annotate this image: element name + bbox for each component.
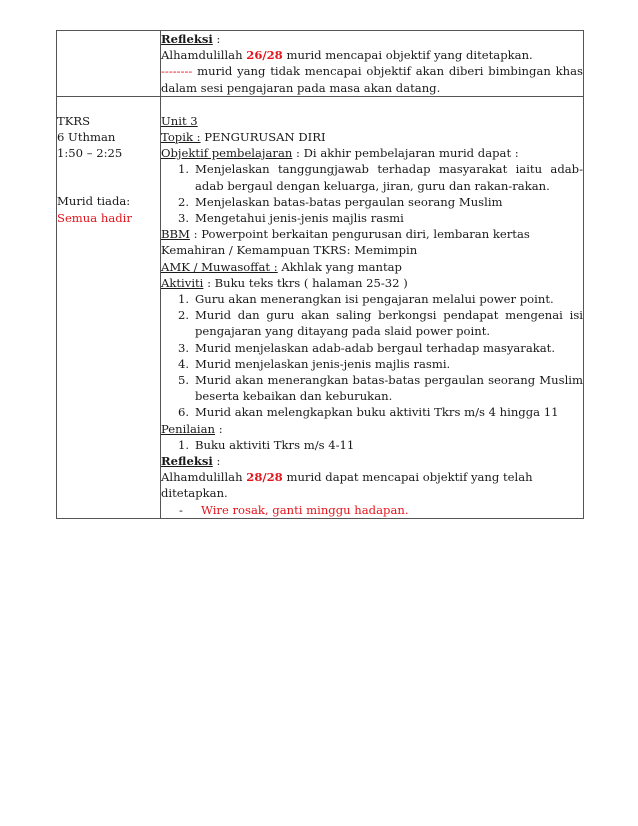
penilaian-colon: :: [215, 421, 223, 436]
dash-placeholder: --------: [161, 64, 193, 79]
amk-value: Akhlak yang mantap: [277, 259, 402, 274]
objektif-value: : Di akhir pembelajaran murid dapat :: [292, 146, 519, 161]
row2-left-cell: [57, 96, 161, 518]
refleksi-label: Refleksi: [161, 32, 213, 46]
refleksi-result: [161, 469, 583, 501]
refleksi-colon: :: [212, 32, 221, 46]
topik-line: [161, 129, 583, 145]
list-number: 2.: [177, 194, 189, 209]
list-item: [161, 372, 583, 404]
note-list: [161, 502, 583, 518]
refleksi-followup: [161, 63, 583, 95]
row2-right-cell: [161, 96, 584, 518]
topik-label: Topik :: [161, 130, 201, 145]
subject-label: TKRS: [57, 113, 91, 128]
aktiviti-label: Aktiviti: [161, 275, 204, 290]
row1-right-cell: [161, 31, 584, 97]
table-row: [57, 96, 584, 518]
topik-value: PENGURUSAN DIRI: [200, 130, 326, 145]
absent-value: Semua hadir: [57, 210, 132, 225]
list-text: Menjelaskan batas-batas pergaulan seorang Muslim: [195, 194, 503, 209]
note-text: Wire rosak, ganti minggu hadapan.: [201, 502, 409, 517]
penilaian-list: [161, 437, 583, 453]
aktiviti-line: [161, 275, 583, 291]
list-number: 2.: [177, 308, 189, 323]
list-item: [161, 356, 583, 372]
list-number: 3.: [177, 211, 189, 226]
bbm-label: BBM: [161, 227, 190, 242]
time-label: 1:50 – 2:25: [57, 146, 123, 161]
kemahiran-line: Kemahiran / Kemampuan TKRS: Memimpin: [161, 243, 418, 258]
list-item: [161, 307, 583, 339]
list-text: Guru akan menerangkan isi pengajaran melalui power point.: [195, 292, 554, 307]
refleksi-result: [161, 47, 583, 63]
amk-label: AMK / Muwasoffat :: [161, 259, 278, 274]
list-text: Murid dan guru akan saling berkongsi pendapat mengenai isi pengajaran yang ditayang pada slaid power point.: [195, 308, 583, 339]
list-item: [161, 502, 583, 518]
lesson-plan-table: [56, 30, 584, 519]
list-text: Menjelaskan tanggungjawab terhadap masyarakat iaitu adab-adab bergaul dengan keluarga, jiran, guru dan rakan-rakan.: [195, 162, 583, 193]
bbm-line: [161, 226, 583, 242]
list-text: Murid akan menerangkan batas-batas pergaulan seorang Muslim beserta kebaikan dan keburukan.: [195, 373, 583, 404]
list-number: 3.: [177, 340, 189, 355]
score-rest-text: murid dapat mencapai objektif yang telah ditetapkan.: [161, 470, 533, 501]
list-item: [161, 194, 583, 210]
penilaian-label: Penilaian: [161, 421, 216, 436]
alhamdulillah-text: Alhamdulillah: [161, 48, 247, 63]
alhamdulillah-text: Alhamdulillah: [161, 470, 247, 485]
list-item: [161, 404, 583, 420]
list-bullet: -: [179, 502, 183, 517]
refleksi-colon: :: [212, 454, 221, 469]
list-number: 1.: [177, 162, 189, 177]
objektif-label: Objektif pembelajaran: [161, 146, 293, 161]
score-highlight: 26/28: [246, 48, 283, 63]
list-text: Murid menjelaskan jenis-jenis majlis rasmi.: [195, 356, 451, 371]
list-number: 4.: [177, 356, 189, 371]
list-text: Mengetahui jenis-jenis majlis rasmi: [195, 211, 404, 226]
list-number: 1.: [177, 437, 189, 452]
objectives-list: [161, 161, 583, 226]
list-text: Murid menjelaskan adab-adab bergaul terhadap masyarakat.: [195, 340, 556, 355]
refleksi-label: Refleksi: [161, 454, 213, 469]
objektif-line: [161, 145, 583, 161]
refleksi-heading: [161, 31, 583, 47]
list-item: [161, 437, 583, 453]
list-text: Buku aktiviti Tkrs m/s 4-11: [195, 437, 355, 452]
list-text: Murid akan melengkapkan buku aktiviti Tkrs m/s 4 hingga 11: [195, 405, 559, 420]
unit-label: Unit 3: [161, 113, 198, 128]
activities-list: [161, 291, 583, 421]
bbm-value: : Powerpoint berkaitan pengurusan diri, lembaran kertas: [189, 227, 530, 242]
list-item: [161, 210, 583, 226]
list-number: 5.: [177, 373, 189, 388]
aktiviti-value: : Buku teks tkrs ( halaman 25-32 ): [203, 275, 408, 290]
list-number: 6.: [177, 405, 189, 420]
score-highlight: 28/28: [246, 470, 283, 485]
list-item: [161, 291, 583, 307]
list-item: [161, 161, 583, 193]
penilaian-line: [161, 421, 583, 437]
score-rest-text: murid mencapai objektif yang ditetapkan.: [282, 48, 533, 63]
followup-text: murid yang tidak mencapai objektif akan diberi bimbingan khas dalam sesi pengajaran pada masa akan datang.: [161, 64, 583, 95]
absent-label: Murid tiada:: [57, 194, 131, 209]
list-item: [161, 340, 583, 356]
refleksi-heading: [161, 453, 583, 469]
class-label: 6 Uthman: [57, 130, 116, 145]
list-number: 1.: [177, 292, 189, 307]
amk-line: [161, 259, 583, 275]
table-row: [57, 31, 584, 97]
row1-left-cell: [57, 31, 161, 97]
